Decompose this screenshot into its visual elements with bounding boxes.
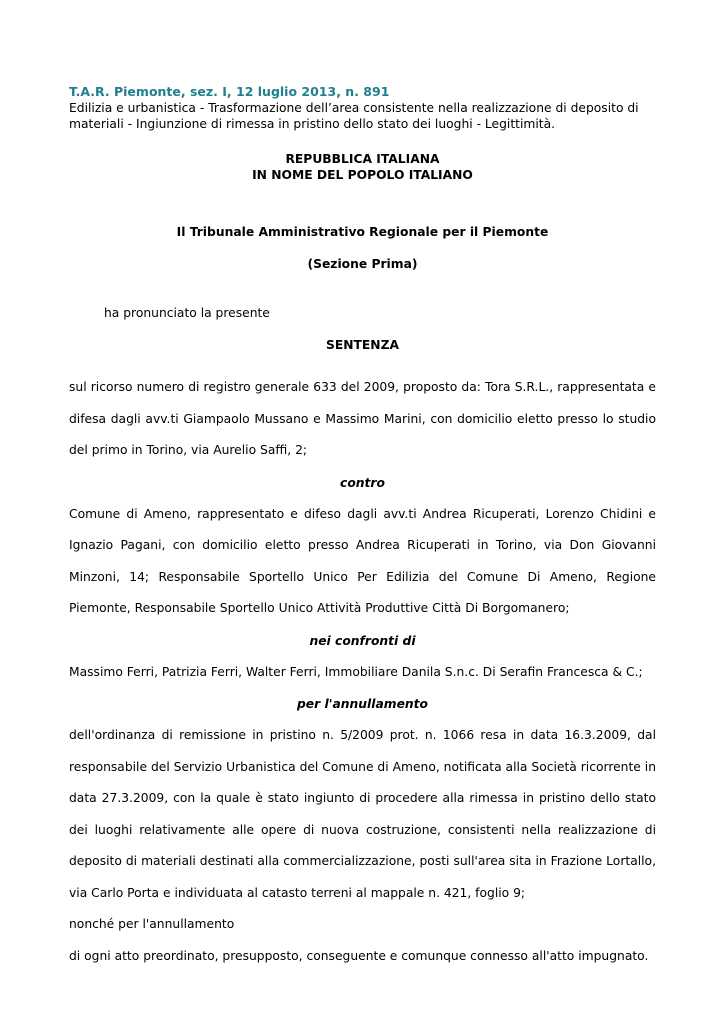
document-page (69, 84, 656, 972)
court-name: Il Tribunale Amministrativo Regionale per il Piemonte (176, 225, 549, 239)
contro-paragraph: Comune di Ameno, rappresentato e difeso dagli avv.ti Andrea Ricuperati, Lorenzo Chidini e Ignazio Pagani, con domicilio eletto presso Andrea Ricuperati in Torino, via Don Giovanni Minzoni, 14; Responsabile Sportello Unico Per Edilizia del Comune Di Ameno, Regione Piemonte, Responsabile Sportello Unico Attività Produttive Città Di Borgomanero; (69, 506, 656, 615)
sentenza-heading: SENTENZA (325, 338, 400, 352)
contro-label: contro (340, 475, 385, 490)
annullamento-label: per l'annullamento (297, 697, 428, 711)
case-subject: Edilizia e urbanistica - Trasformazione dell’area consistente nella realizzazione di deposito di materiali - Ingiunzione di rimessa in pristino dello stato dei luoghi - Legittimità. (69, 101, 639, 131)
confronti-label: nei confronti di (309, 633, 416, 648)
annullamento-paragraph: dell'ordinanza di remissione in pristino n. 5/2009 prot. n. 1066 resa in data 16.3.2009, dal responsabile del Servizio Urbanistica del Comune di Ameno, notificata alla Società ricorrente in data 27.3.2009, con la quale è stato ingiunto di procedere alla rimessa in pristino dello stato dei luoghi relativamente alle opere di nuova costruzione, consistenti nella realizzazione di deposito di materiali destinati alla commercializzazione, posti sull'area sita in Frazione Lortallo, via Carlo Porta e individuata al catasto terreni al mappale n. 421, foglio 9; (69, 728, 656, 900)
heading-line-2: IN NOME DEL POPOLO ITALIANO (252, 168, 473, 182)
nonche-line: nonché per l'annullamento (69, 917, 235, 931)
final-line: di ogni atto preordinato, presupposto, conseguente e comunque connesso all'atto impugnato. (69, 948, 649, 963)
confronti-paragraph: Massimo Ferri, Patrizia Ferri, Walter Ferri, Immobiliare Danila S.n.c. Di Serafin Francesca & C.; (69, 664, 643, 679)
heading-line-1: REPUBBLICA ITALIANA (285, 152, 440, 166)
ricorso-paragraph: sul ricorso numero di registro generale 633 del 2009, proposto da: Tora S.R.L., rappresentata e difesa dagli avv.ti Giampaolo Mussano e Massimo Marini, con domicilio eletto presso lo studio del primo in Torino, via Aurelio Saffi, 2; (69, 380, 656, 457)
case-title: T.A.R. Piemonte, sez. I, 12 luglio 2013, n. 891 (69, 84, 390, 99)
republic-heading (69, 151, 656, 183)
intro-text: ha pronunciato la presente (104, 306, 270, 320)
section-name: (Sezione Prima) (307, 257, 418, 271)
